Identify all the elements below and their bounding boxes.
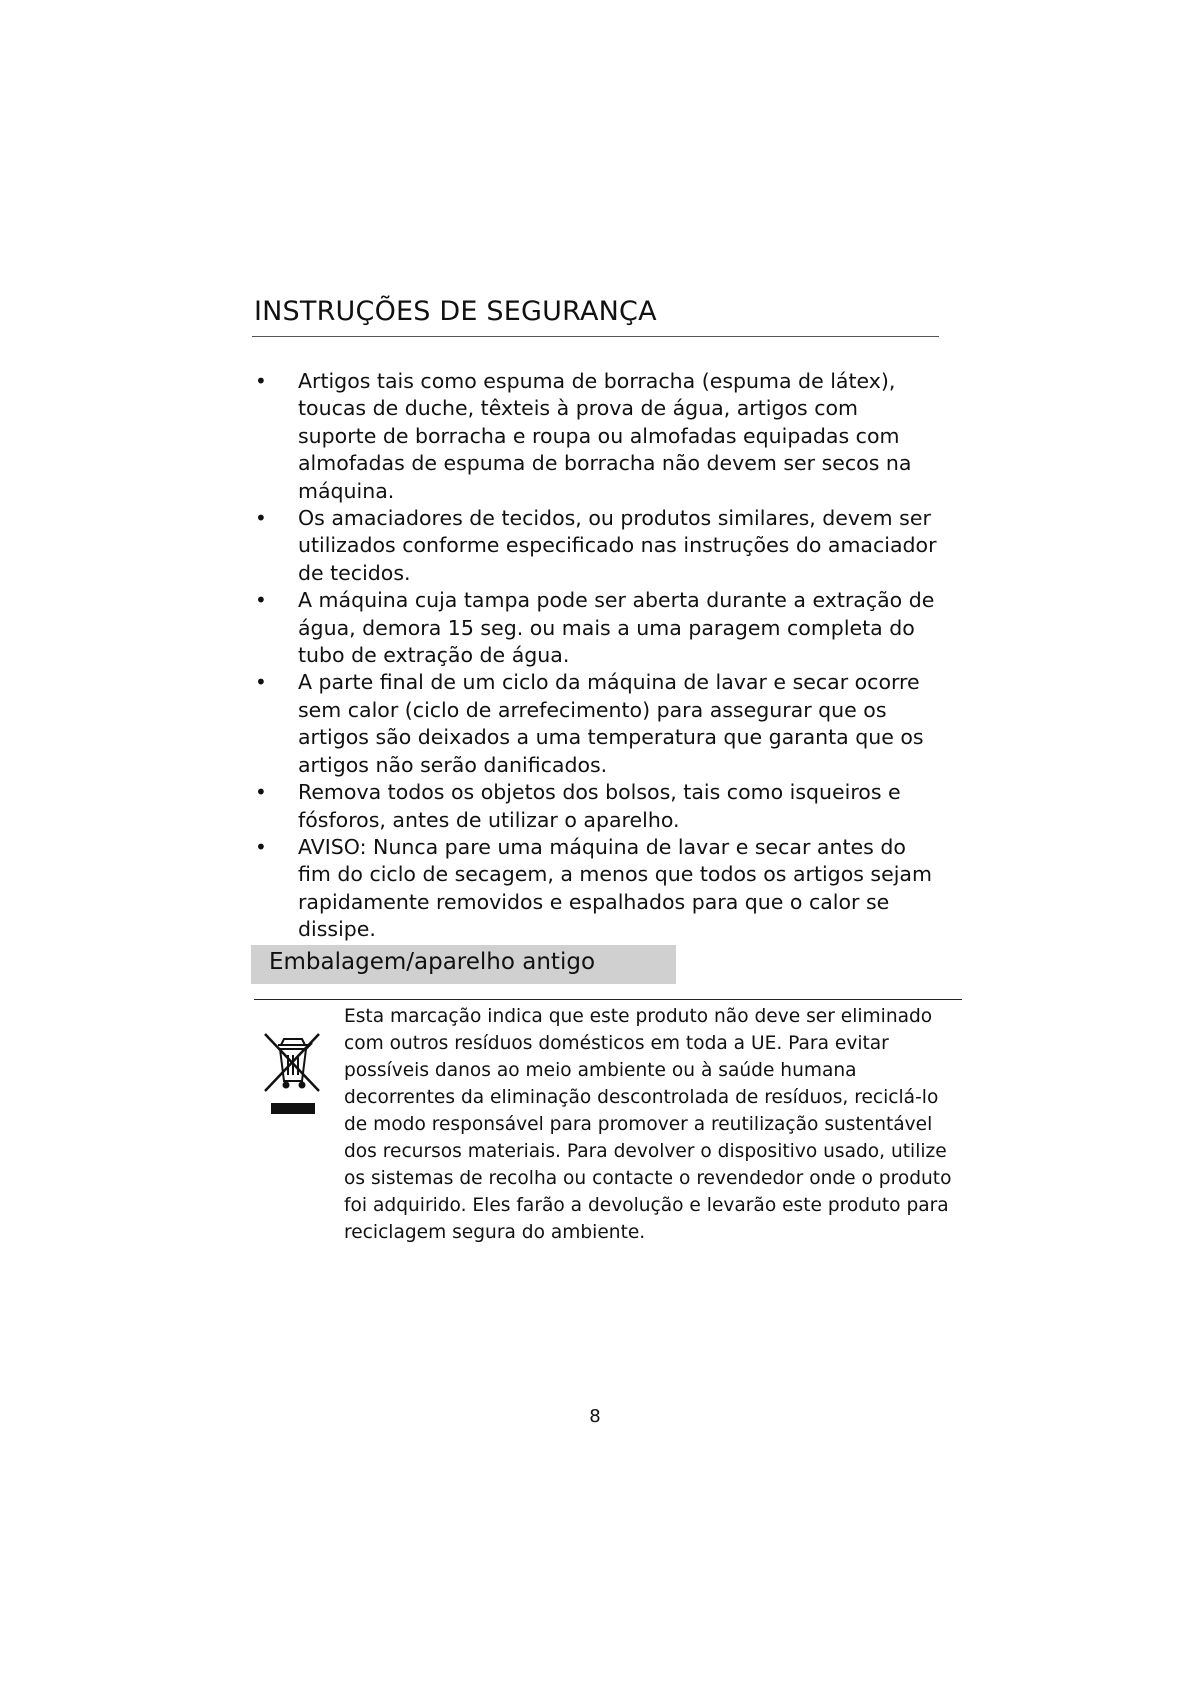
- list-item: [252, 505, 942, 587]
- title-divider: [252, 336, 939, 337]
- page-title: INSTRUÇÕES DE SEGURANÇA: [254, 296, 657, 327]
- section-header: [251, 945, 676, 984]
- list-item: [252, 587, 942, 669]
- list-item: [252, 834, 942, 944]
- page-number: 8: [589, 1406, 601, 1427]
- list-item: [252, 368, 942, 505]
- list-item-text: AVISO: Nunca pare uma máquina de lavar e secar antes do fim do ciclo de secagem, a menos que todos os artigos sejam rapidamente removidos e espalhados para que o calor se dissipe.: [298, 834, 932, 942]
- bullet-icon: •: [255, 369, 267, 393]
- list-item: [252, 669, 942, 779]
- bullet-icon: •: [255, 506, 267, 531]
- bullet-icon: •: [255, 834, 267, 859]
- list-item-text: Os amaciadores de tecidos, ou produtos similares, devem ser utilizados conforme especificado nas instruções do amaciador de tecidos.: [298, 506, 937, 585]
- list-item-text: A máquina cuja tampa pode ser aberta durante a extração de água, demora 15 seg. ou mais a uma paragem completa do tubo de extração de água.: [298, 588, 935, 668]
- list-item: [252, 779, 942, 834]
- bullet-icon: •: [255, 670, 267, 695]
- safety-instructions-list: [252, 368, 942, 944]
- bullet-icon: •: [255, 588, 267, 613]
- crossed-out-wheelie-bin-icon: [262, 1031, 324, 1115]
- bullet-icon: •: [255, 780, 267, 805]
- section-title: Embalagem/aparelho antigo: [269, 949, 596, 975]
- list-item-text: Artigos tais como espuma de borracha (espuma de látex), toucas de duche, têxteis à prova de água, artigos com suporte de borracha e roupa ou almofadas equipadas com almofadas de espuma de borracha não devem ser secos na máquina.: [298, 369, 912, 503]
- list-item-text: Remova todos os objetos dos bolsos, tais como isqueiros e fósforos, antes de utilizar o aparelho.: [298, 780, 901, 832]
- list-item-text: A parte final de um ciclo da máquina de lavar e secar ocorre sem calor (ciclo de arrefecimento) para assegurar que os artigos são deixados a uma temperatura que garanta que os artigos não serão danificados.: [298, 670, 924, 777]
- section-divider: [254, 999, 962, 1000]
- disposal-notice: Esta marcação indica que este produto não deve ser eliminado com outros resíduos domésticos em toda a UE. Para evitar possíveis danos ao meio ambiente ou à saúde humana decorrentes da eliminação descontrolada de resíduos, reciclá-lo de modo responsável para promover a reutilização sustentável dos recursos materiais. Para devolver o dispositivo usado, utilize os sistemas de recolha ou contacte o revendedor onde o produto foi adquirido. Eles farão a devolução e levarão este produto para reciclagem segura do ambiente.: [344, 1006, 952, 1243]
